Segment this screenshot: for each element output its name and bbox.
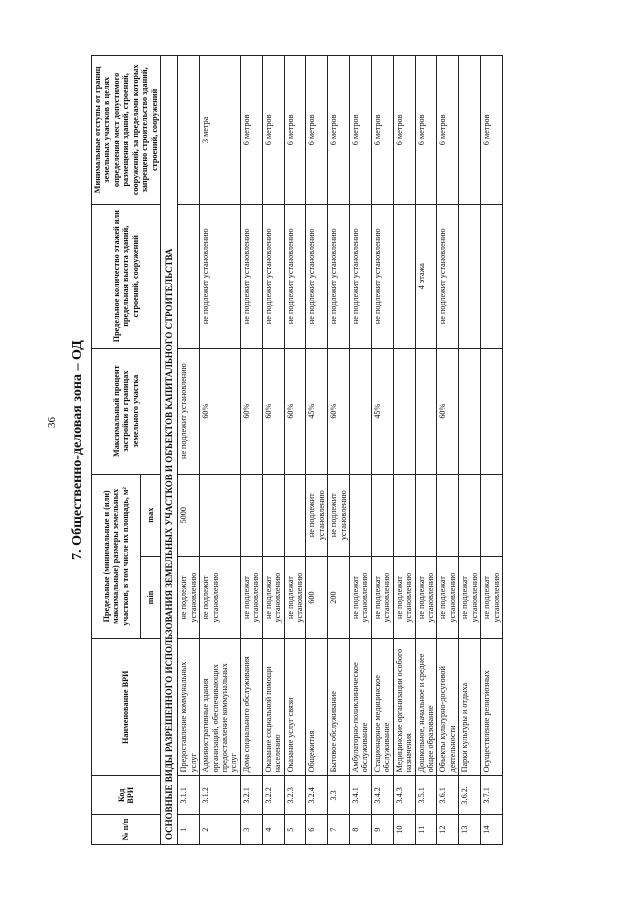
cell-min: не подлежит установлению [178,556,200,638]
cell-percent: 45% [371,348,393,474]
cell-n: 14 [481,815,503,845]
cell-max: не подлежит установлению [328,474,350,556]
cell-floors: не подлежит установлению [284,204,306,348]
cell-percent: 60% [240,348,262,474]
header-name: Наименование ВРИ [92,639,161,776]
cell-name: Оказание социальной помощи населению [262,639,284,776]
cell-code: 3.2.3 [284,776,306,815]
header-percent: Максимальный процент застройки в границах земельного участка [92,348,161,474]
cell-percent: 60% [437,348,459,474]
cell-setback: 6 метров [415,56,437,205]
table-row [200,56,241,845]
cell-name: Оказание услуг связи [284,639,306,776]
header-num: № п/п [92,815,161,845]
cell-n: 1 [178,815,200,845]
table-row [240,56,262,845]
cell-setback: 6 метров [262,56,284,205]
cell-percent: 60% [328,348,350,474]
table-row [262,56,284,845]
table-row [284,56,306,845]
cell-setback [178,56,200,205]
cell-n: 10 [393,815,415,845]
cell-name: Объекты культурно-досуговой деятельности [437,639,459,776]
cell-code: 3.4.3 [393,776,415,815]
section-title: ОСНОВНЫЕ ВИДЫ РАЗРЕШЕННОГО ИСПОЛЬЗОВАНИЯ ЗЕМЕЛЬНЫХ УЧАСТКОВ И ОБЪЕКТОВ КАПИТАЛЬНОГО СТРОИТЕЛЬСТВА [160,56,177,845]
cell-setback: 6 метров [328,56,350,205]
cell-setback: 6 метров [437,56,459,205]
cell-min: не подлежат установлению [262,556,284,638]
cell-setback: 6 метров [306,56,328,205]
cell-percent: 60% [200,348,241,474]
cell-percent: 60% [262,348,284,474]
cell-floors: не подлежит установлению [371,204,393,348]
cell-code: 3.2.4 [306,776,328,815]
cell-floors [178,204,200,348]
cell-setback: 3 метра [200,56,241,205]
table-row [393,56,415,845]
cell-min: не подлежат установлению [437,556,459,638]
header-code: Код ВРИ [92,776,161,815]
header-min: min [141,556,161,638]
cell-n: 5 [284,815,306,845]
cell-floors [481,204,503,348]
cell-n: 13 [459,815,481,845]
cell-min: не подлежат установлению [371,556,393,638]
cell-min: 200 [328,556,350,638]
table-row [350,56,372,845]
cell-n: 8 [350,815,372,845]
cell-max: 5000 [178,474,200,556]
cell-max [459,474,481,556]
cell-floors [393,204,415,348]
cell-floors: не подлежит установлению [437,204,459,348]
cell-percent: 60% [284,348,306,474]
page-number: 36 [46,417,58,428]
regulations-table [91,55,503,845]
cell-floors: не подлежит установлению [306,204,328,348]
cell-code: 3.1.2 [200,776,241,815]
cell-code: 3.3 [328,776,350,815]
cell-floors: не подлежит установлению [240,204,262,348]
cell-setback: 6 метров [350,56,372,205]
cell-min: не подлежат установлению [393,556,415,638]
cell-name: Дошкольное, начальное и среднее общее образование [415,639,437,776]
cell-n: 11 [415,815,437,845]
cell-min: не подлежит установлению [200,556,241,638]
cell-percent [393,348,415,474]
cell-min: не подлежат установлению [350,556,372,638]
cell-name: Амбулаторно-поликлиническое обслуживание [350,639,372,776]
table-row [415,56,437,845]
cell-name: Общежития [306,639,328,776]
table-row [371,56,393,845]
cell-percent [350,348,372,474]
header-size-group: Предельные (минимальные и (или) максимальные) размеры земельных участков, в том числе их площадь, м² [92,474,141,639]
cell-name: Бытовое обслуживание [328,639,350,776]
header-setback: Минимальные отступы от границ земельных участков в целях определения мест допустимого размещения зданий, строений, сооружений, за пределами которых запрещено строительство зданий, строений, сооружений [92,56,161,205]
cell-n: 4 [262,815,284,845]
cell-max [350,474,372,556]
cell-code: 3.2.1 [240,776,262,815]
cell-min: не подлежат установлению [481,556,503,638]
cell-n: 9 [371,815,393,845]
cell-max [371,474,393,556]
table-row [481,56,503,845]
cell-code: 3.1.1 [178,776,200,815]
cell-min: не подлежат установлению [240,556,262,638]
cell-code: 3.2.2 [262,776,284,815]
cell-name: Медицинские организации особого назначения [393,639,415,776]
cell-code: 3.6.1 [437,776,459,815]
cell-setback: 6 метров [481,56,503,205]
table-row [328,56,350,845]
cell-min: не подлежат установлению [284,556,306,638]
cell-min: 600 [306,556,328,638]
cell-max [200,474,241,556]
cell-floors [459,204,481,348]
cell-percent [459,348,481,474]
cell-code: 3.7.1 [481,776,503,815]
cell-max [437,474,459,556]
table-row [459,56,481,845]
cell-max [393,474,415,556]
cell-name: Дома социального обслуживания [240,639,262,776]
cell-setback: 6 метров [371,56,393,205]
cell-max [284,474,306,556]
cell-max [481,474,503,556]
cell-min: не подлежат установлению [415,556,437,638]
cell-max: не подлежит установлению [306,474,328,556]
cell-floors: не подлежит установлению [350,204,372,348]
cell-name: Предоставление коммунальных услуг [178,639,200,776]
rotated-document-sheet [65,55,605,845]
cell-percent: не подлежит установлению [178,348,200,474]
cell-name: Парки культуры и отдыха [459,639,481,776]
cell-min: не подлежат установлению [459,556,481,638]
header-max: max [141,474,161,556]
cell-floors: не подлежит установлению [200,204,241,348]
cell-setback [459,56,481,205]
cell-n: 12 [437,815,459,845]
cell-setback: 6 метров [284,56,306,205]
cell-percent [481,348,503,474]
cell-name: Осуществление религиозных [481,639,503,776]
cell-max [262,474,284,556]
cell-max [240,474,262,556]
cell-floors: не подлежит установлению [262,204,284,348]
cell-code: 3.5.1 [415,776,437,815]
cell-n: 7 [328,815,350,845]
cell-n: 2 [200,815,241,845]
table-row [437,56,459,845]
cell-floors: не подлежит установлению [328,204,350,348]
cell-percent [415,348,437,474]
table-row [306,56,328,845]
cell-code: 3.4.2 [371,776,393,815]
header-floors: Предельное количество этажей или предельная высота зданий, строений, сооружений [92,204,161,348]
cell-n: 6 [306,815,328,845]
table-row [178,56,200,845]
cell-setback: 6 метров [240,56,262,205]
cell-floors: 4 этажа [415,204,437,348]
cell-setback: 6 метров [393,56,415,205]
cell-max [415,474,437,556]
zone-title: 7. Общественно-деловая зона – ОД [70,340,85,560]
cell-code: 3.4.1 [350,776,372,815]
cell-code: 3.6.2. [459,776,481,815]
cell-percent: 45% [306,348,328,474]
cell-name: Стационарное медицинское обслуживание [371,639,393,776]
cell-name: Административные здания организаций, обеспечивающих предоставление коммунальных услуг [200,639,241,776]
cell-n: 3 [240,815,262,845]
